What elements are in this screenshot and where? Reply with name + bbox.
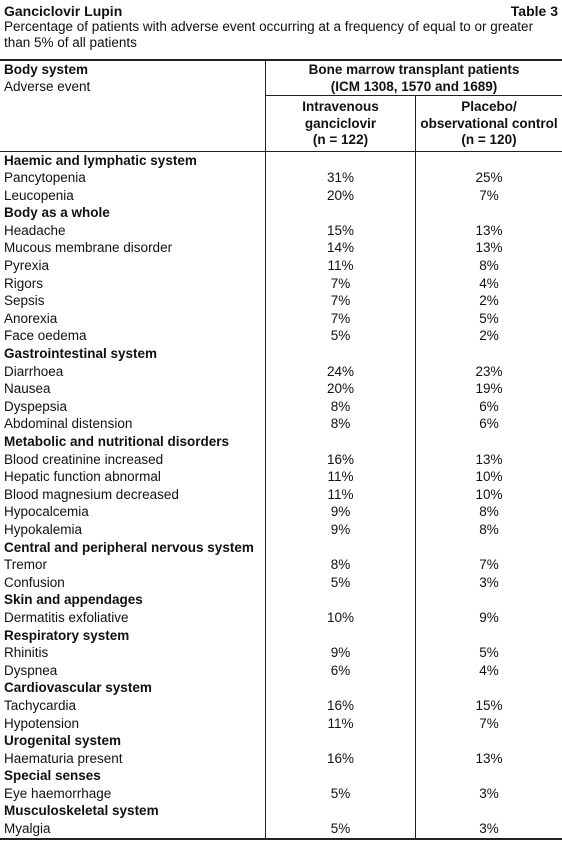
iv-ganciclovir-value: 10% — [266, 609, 416, 627]
iv-ganciclovir-value — [266, 539, 416, 557]
placebo-value: 8% — [479, 504, 499, 520]
placebo-header-line2: observational control — [420, 115, 558, 131]
group-row — [0, 204, 562, 222]
placebo-header-line1: Placebo/ — [461, 99, 517, 114]
placebo-value — [416, 679, 562, 697]
adverse-event-name: Hypokalemia — [0, 521, 266, 539]
table-row — [0, 574, 562, 592]
placebo-value — [416, 433, 562, 451]
iv-ganciclovir-value — [266, 151, 416, 169]
group-row — [0, 767, 562, 785]
group-row — [0, 627, 562, 645]
group-header — [266, 60, 562, 96]
adverse-event-name: Tremor — [0, 556, 266, 574]
body-system-name: Metabolic and nutritional disorders — [0, 433, 266, 451]
table-row — [0, 697, 562, 715]
iv-ganciclovir-value: 7% — [266, 275, 416, 293]
iv-header-line1: Intravenous — [302, 99, 379, 114]
placebo-value: 13% — [475, 451, 503, 467]
iv-ganciclovir-value: 6% — [266, 662, 416, 680]
placebo-value: 13% — [475, 750, 503, 766]
iv-ganciclovir-value — [266, 591, 416, 609]
table-row — [0, 609, 562, 627]
body-system-name: Urogenital system — [0, 732, 266, 750]
placebo-value: 5% — [479, 645, 499, 661]
group-row — [0, 679, 562, 697]
table-row — [0, 521, 562, 539]
iv-ganciclovir-value: 11% — [266, 715, 416, 733]
adverse-event-name: Tachycardia — [0, 697, 266, 715]
table-row — [0, 785, 562, 803]
iv-ganciclovir-value: 24% — [266, 363, 416, 381]
adverse-event-name: Headache — [0, 222, 266, 240]
table-row — [0, 363, 562, 381]
iv-ganciclovir-value: 31% — [266, 169, 416, 187]
group-row — [0, 591, 562, 609]
table-row — [0, 169, 562, 187]
iv-ganciclovir-value: 11% — [266, 257, 416, 275]
adverse-event-name: Nausea — [0, 380, 266, 398]
table-row — [0, 327, 562, 345]
placebo-value: 7% — [479, 187, 499, 203]
table-row — [0, 239, 562, 257]
body-system-header — [0, 60, 266, 151]
table-row — [0, 380, 562, 398]
adverse-event-name: Blood creatinine increased — [0, 451, 266, 469]
placebo-value: 7% — [479, 715, 499, 731]
adverse-event-name: Sepsis — [0, 292, 266, 310]
adverse-event-name: Face oedema — [0, 327, 266, 345]
table-row — [0, 662, 562, 680]
adverse-event-name: Diarrhoea — [0, 363, 266, 381]
placebo-value — [416, 539, 562, 557]
body-system-name: Special senses — [0, 767, 266, 785]
table-row — [0, 310, 562, 328]
adverse-event-name: Pyrexia — [0, 257, 266, 275]
adverse-event-name: Hepatic function abnormal — [0, 468, 266, 486]
iv-ganciclovir-value: 5% — [266, 574, 416, 592]
iv-ganciclovir-value: 9% — [266, 521, 416, 539]
group-row — [0, 433, 562, 451]
table-row — [0, 503, 562, 521]
table-row — [0, 750, 562, 768]
adverse-event-name: Anorexia — [0, 310, 266, 328]
adverse-event-name: Mucous membrane disorder — [0, 239, 266, 257]
iv-ganciclovir-value: 7% — [266, 310, 416, 328]
adverse-event-name: Rhinitis — [0, 644, 266, 662]
placebo-value: 23% — [475, 363, 503, 379]
placebo-value: 6% — [479, 416, 499, 432]
iv-ganciclovir-value — [266, 767, 416, 785]
adverse-event-name: Pancytopenia — [0, 169, 266, 187]
iv-column-header — [266, 96, 416, 152]
table-row — [0, 415, 562, 433]
table-row — [0, 820, 562, 839]
iv-ganciclovir-value: 11% — [266, 486, 416, 504]
body-system-name: Haemic and lymphatic system — [0, 151, 266, 169]
placebo-value — [416, 591, 562, 609]
iv-ganciclovir-value: 5% — [266, 327, 416, 345]
iv-ganciclovir-value — [266, 627, 416, 645]
placebo-value: 4% — [479, 275, 499, 291]
body-system-name: Cardiovascular system — [0, 679, 266, 697]
placebo-value — [416, 345, 562, 363]
placebo-value: 6% — [479, 398, 499, 414]
placebo-value: 3% — [416, 820, 562, 839]
table-row — [0, 556, 562, 574]
adverse-event-name: Confusion — [0, 574, 266, 592]
iv-header-line3: (n = 122) — [312, 132, 369, 147]
iv-ganciclovir-value — [266, 802, 416, 820]
body-system-name: Gastrointestinal system — [0, 345, 266, 363]
table-row — [0, 292, 562, 310]
table-row — [0, 451, 562, 469]
iv-ganciclovir-value: 16% — [266, 750, 416, 768]
adverse-event-name: Blood magnesium decreased — [0, 486, 266, 504]
placebo-value: 2% — [479, 293, 499, 309]
table-number: Table 3 — [510, 3, 558, 19]
iv-ganciclovir-value: 15% — [266, 222, 416, 240]
iv-ganciclovir-value — [266, 204, 416, 222]
table-caption: Percentage of patients with adverse event occurring at a frequency of equal to or greater than 5% of all patients — [4, 19, 534, 50]
group-header-line2: (ICM 1308, 1570 and 1689) — [330, 79, 498, 94]
group-row — [0, 345, 562, 363]
adverse-event-name: Rigors — [0, 275, 266, 293]
iv-ganciclovir-value: 14% — [266, 239, 416, 257]
adverse-event-name: Haematuria present — [0, 750, 266, 768]
placebo-value: 7% — [479, 557, 499, 573]
table-row — [0, 468, 562, 486]
placebo-value: 10% — [475, 486, 503, 502]
iv-ganciclovir-value: 5% — [266, 785, 416, 803]
iv-ganciclovir-value: 8% — [266, 556, 416, 574]
adverse-event-name: Myalgia — [0, 820, 266, 839]
placebo-value: 10% — [475, 469, 503, 485]
group-header-line1: Bone marrow transplant patients — [308, 62, 520, 77]
placebo-value — [416, 732, 562, 750]
table-row — [0, 187, 562, 205]
placebo-value: 8% — [479, 521, 499, 537]
adverse-event-name: Dyspnea — [0, 662, 266, 680]
table-row — [0, 715, 562, 733]
iv-ganciclovir-value: 9% — [266, 503, 416, 521]
placebo-value: 19% — [475, 381, 503, 397]
placebo-column-header — [416, 96, 562, 152]
group-row — [0, 732, 562, 750]
title-row — [4, 3, 558, 19]
group-row — [0, 151, 562, 169]
iv-ganciclovir-value — [266, 433, 416, 451]
iv-ganciclovir-value: 16% — [266, 451, 416, 469]
adverse-event-name: Dyspepsia — [0, 398, 266, 416]
group-row — [0, 539, 562, 557]
iv-ganciclovir-value — [266, 732, 416, 750]
iv-ganciclovir-value: 5% — [266, 820, 416, 839]
placebo-value — [416, 151, 562, 169]
adverse-event-label: Adverse event — [4, 79, 91, 94]
placebo-header-line3: (n = 120) — [461, 132, 517, 147]
adverse-event-name: Dermatitis exfoliative — [0, 609, 266, 627]
placebo-value: 9% — [479, 609, 499, 625]
placebo-value: 25% — [475, 170, 503, 186]
adverse-event-name: Abdominal distension — [0, 415, 266, 433]
table-row — [0, 257, 562, 275]
iv-ganciclovir-value — [266, 345, 416, 363]
iv-ganciclovir-value: 11% — [266, 468, 416, 486]
placebo-value — [416, 627, 562, 645]
table-row — [0, 644, 562, 662]
adverse-events-table — [0, 59, 562, 840]
table-body — [0, 151, 562, 839]
placebo-value: 8% — [479, 258, 499, 274]
iv-ganciclovir-value: 20% — [266, 380, 416, 398]
document-title: Ganciclovir Lupin — [4, 3, 123, 19]
body-system-name: Body as a whole — [0, 204, 266, 222]
adverse-event-name: Eye haemorrhage — [0, 785, 266, 803]
placebo-value — [416, 767, 562, 785]
placebo-value: 13% — [475, 222, 503, 238]
placebo-value: 2% — [479, 328, 499, 344]
iv-ganciclovir-value: 16% — [266, 697, 416, 715]
table-row — [0, 486, 562, 504]
placebo-value: 13% — [475, 240, 503, 256]
placebo-value: 4% — [479, 662, 499, 678]
placebo-value: 3% — [479, 785, 499, 801]
adverse-event-name: Hypocalcemia — [0, 503, 266, 521]
iv-ganciclovir-value: 20% — [266, 187, 416, 205]
iv-ganciclovir-value: 8% — [266, 415, 416, 433]
placebo-value: 3% — [479, 574, 499, 590]
table-row — [0, 398, 562, 416]
body-system-name: Skin and appendages — [0, 591, 266, 609]
body-system-name: Central and peripheral nervous system — [0, 539, 266, 557]
placebo-value — [416, 204, 562, 222]
group-row — [0, 802, 562, 820]
placebo-value: 5% — [479, 310, 499, 326]
iv-ganciclovir-value — [266, 679, 416, 697]
iv-header-line2: ganciclovir — [304, 115, 377, 131]
body-system-name: Musculoskeletal system — [0, 802, 266, 820]
table-row — [0, 275, 562, 293]
adverse-event-name: Hypotension — [0, 715, 266, 733]
body-system-label: Body system — [4, 62, 89, 77]
adverse-event-name: Leucopenia — [0, 187, 266, 205]
placebo-value: 15% — [475, 697, 503, 713]
iv-ganciclovir-value: 7% — [266, 292, 416, 310]
iv-ganciclovir-value: 8% — [266, 398, 416, 416]
body-system-name: Respiratory system — [0, 627, 266, 645]
placebo-value — [416, 802, 562, 820]
table-row — [0, 222, 562, 240]
iv-ganciclovir-value: 9% — [266, 644, 416, 662]
